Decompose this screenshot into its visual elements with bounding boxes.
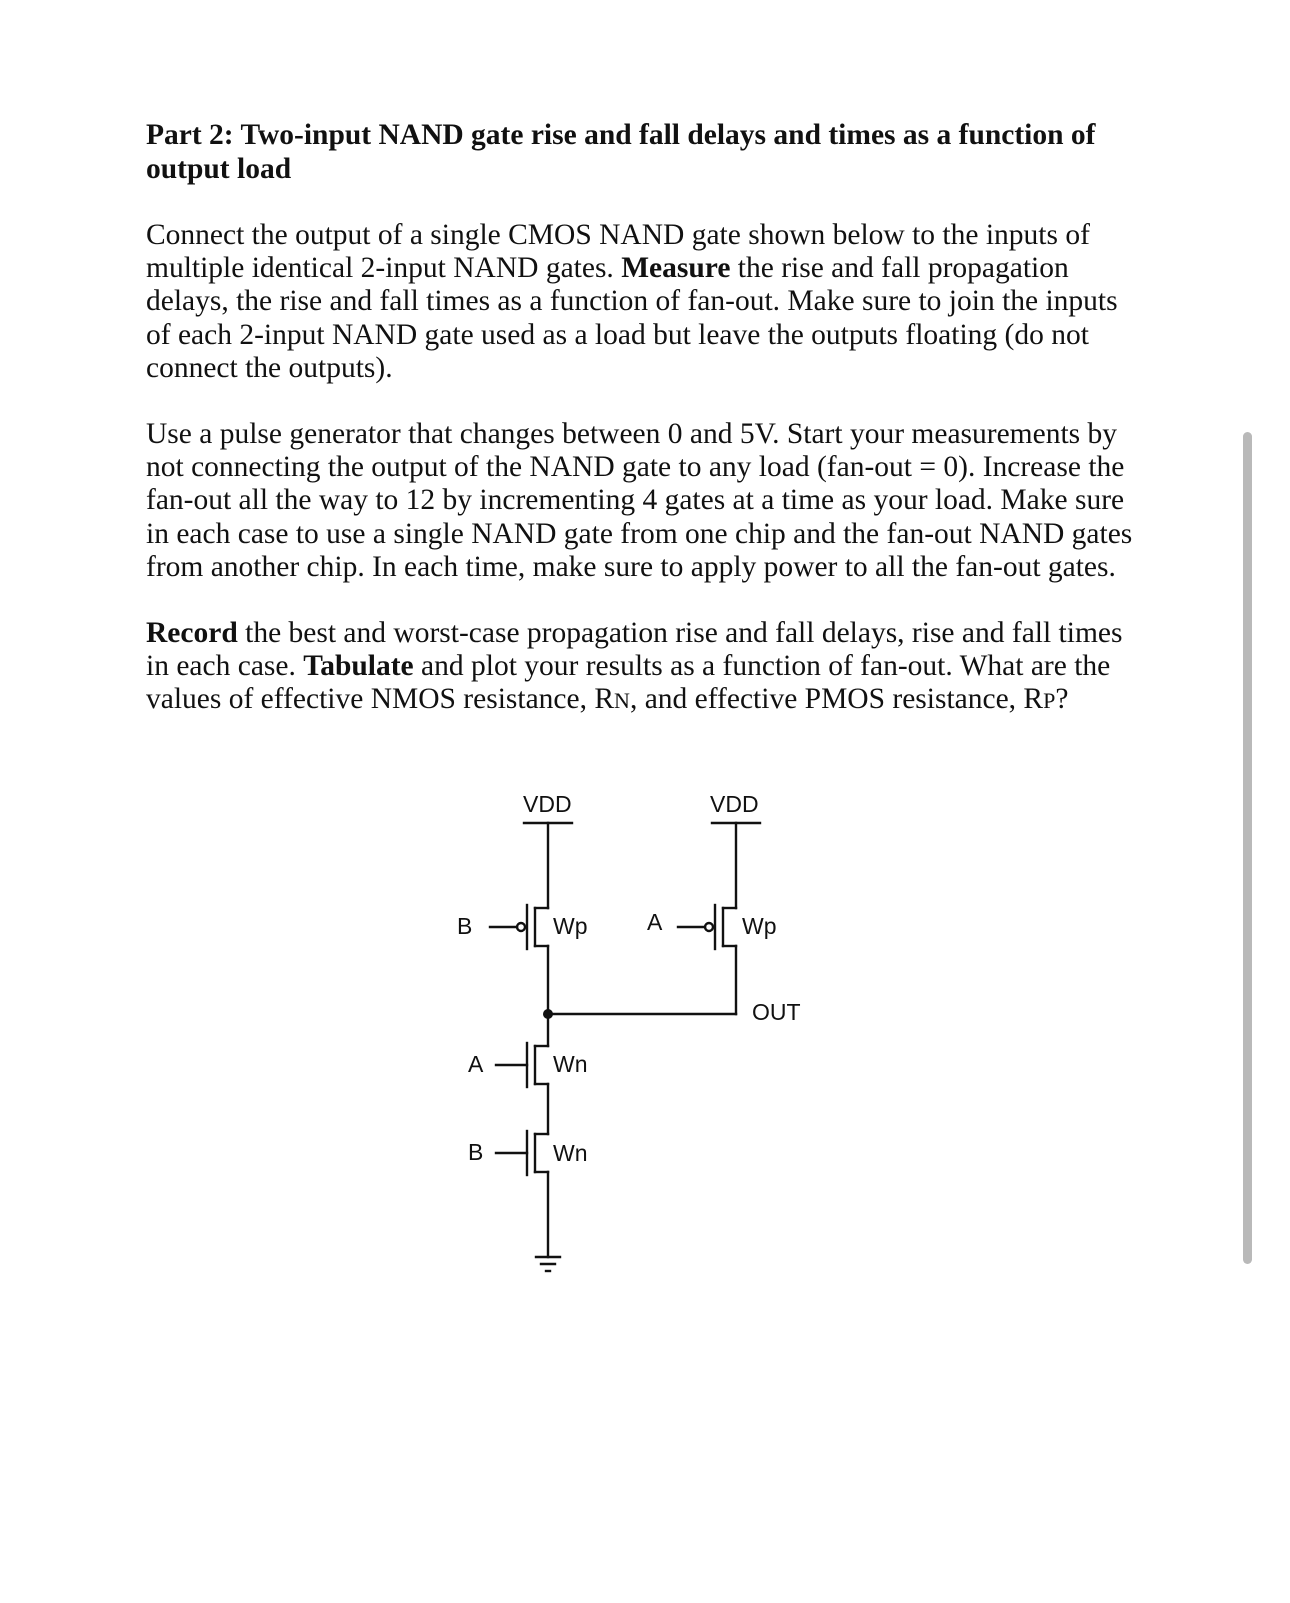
paragraph-instructions-pulse: Use a pulse generator that changes between 0 and 5V. Start your measurements by not connecting the output of the NAND gate to any load (fan-out = 0). Increase the fan-out all the way to 12 by incrementing 4 gates at a time as your load. Make sure in each case to use a single NAND gate from one chip and the fan-out NAND gates from another chip. In each time, make sure to apply power to all the fan-out gates. [146,418,1133,583]
output-node-dot [543,1009,553,1019]
p3-subscript-n: N [614,688,630,714]
nmos-top-transistor [496,1014,548,1134]
p1-text-end: the rise and fall propagation delays, the rise and fall times as a function of fan-out. Make sure to join the inputs of each 2-input NAND gate used as a load but leave the outputs floating (do not connect the outputs). [146,252,1118,384]
pmos-left-input-label: B [457,913,473,939]
vdd-right-label: VDD [710,791,759,817]
vertical-scrollbar[interactable] [1243,432,1252,1264]
p3-text-3: , and effective PMOS resistance, R [629,683,1044,716]
section-title: Part 2: Two-input NAND gate rise and fall delays and times as a function of output load [146,119,1096,185]
p3-text-1: the best and worst-case propagation rise and fall delays, rise and fall times in each case. [146,617,1123,683]
ground-icon [536,1257,560,1271]
nmos-top-width-label: Wn [553,1051,588,1077]
p1-bold-measure: Measure [621,252,731,285]
p3-text-2: and plot your results as a function of fan-out. What are the values of effective NMOS resistance, R [146,650,1111,716]
nmos-top-input-label: A [468,1051,484,1077]
nand-gate-schematic [440,780,840,1300]
nmos-bottom-transistor [496,1131,548,1257]
p3-text-4: ? [1055,683,1069,716]
p3-bold-tabulate: Tabulate [303,650,414,683]
pmos-right-input-label: A [647,909,663,935]
output-label: OUT [752,999,801,1025]
p1-text-start: Connect the output of a single CMOS NAND gate shown below to the inputs of multiple identical 2-input NAND gates. [146,219,1090,285]
pmos-left-transistor [490,823,548,1014]
vdd-left-label: VDD [523,791,572,817]
nmos-bottom-input-label: B [468,1139,484,1165]
pmos-left-width-label: Wp [553,913,588,939]
p3-subscript-p: P [1043,688,1056,714]
pmos-right-transistor [678,823,736,1014]
nmos-bottom-width-label: Wn [553,1140,588,1166]
p3-bold-record: Record [146,617,238,650]
document-body [146,118,1136,718]
paragraph-instructions-connect [146,219,1136,385]
paragraph-instructions-record [146,617,1136,718]
pmos-right-width-label: Wp [742,913,777,939]
